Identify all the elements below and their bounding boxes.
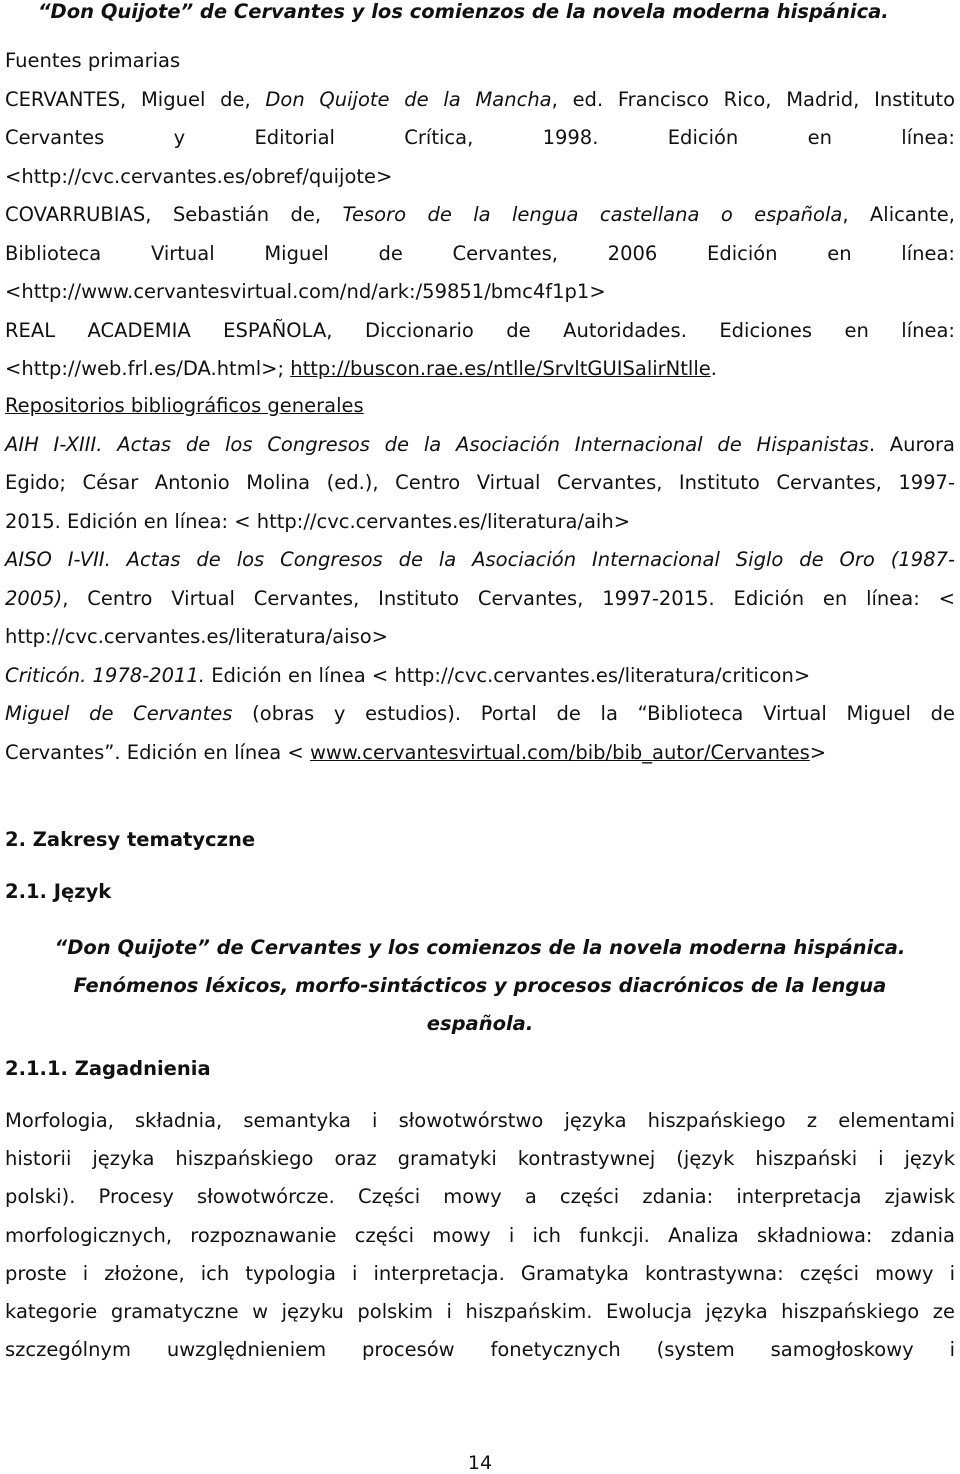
body-line: proste i złożone, ich typologia i interpretacja. Gramatyka kontrastywna: części mowy i (5, 1261, 955, 1285)
body-line: polski). Procesy słowotwórcze. Części mowy a części zdania: interpretacja zjawisk (5, 1185, 955, 1209)
body-line: kategorie gramatyczne w języku polskim i hiszpańskim. Ewolucja języka hiszpańskiego ze (5, 1300, 955, 1324)
page-number: 14 (467, 1452, 493, 1474)
criticon-reference: Criticón. 1978-2011. Edición en línea < http://cvc.cervantes.es/literatura/criticon> (5, 663, 811, 687)
miguel-reference: Miguel de Cervantes (obras y estudios). Portal de la “Biblioteca Virtual Miguel de Cervantes”. Edición en línea < www.cervantesvirtual.com/bib/bib_autor/Cervantes> (5, 702, 955, 764)
body-paragraph (5, 1102, 955, 1369)
repositories-heading: Repositorios bibliográficos generales (5, 394, 364, 417)
section-2-1-heading: 2.1. Język (5, 880, 112, 903)
rae-link[interactable]: http://buscon.rae.es/ntlle/SrvltGUISalirNtlle (290, 357, 711, 380)
aih-reference: AIH I-XIII. Actas de los Congresos de la Asociación Internacional de Hispanistas. Aurora Egido; César Antonio Molina (ed.), Centro Virtual Cervantes, Instituto Cervantes, 1997- 2015. Edición en línea: < http://cvc.cervantes.es/literatura/aih> (5, 432, 955, 533)
body-line: historii języka hiszpańskiego oraz gramatyki kontrastywnej (język hiszpański i język (5, 1147, 955, 1171)
repositories (5, 387, 955, 772)
aiso-reference: AISO I-VII. Actas de los Congresos de la Asociación Internacional Siglo de Oro (1987- 2005), Centro Virtual Cervantes, Instituto Cervantes, 1997-2015. Edición en línea: < http://cvc.cervantes.es/literatura/aiso> (5, 548, 955, 648)
section-2-1-1-heading: 2.1.1. Zagadnienia (5, 1057, 211, 1080)
body-line: morfologicznych, rozpoznawanie części mowy i ich funkcji. Analiza składniowa: zdania (5, 1223, 955, 1247)
primary-sources-heading: Fuentes primarias (5, 49, 181, 72)
covarrubias-reference: COVARRUBIAS, Sebastián de, Tesoro de la lengua castellana o española, Alicante, Biblioteca Virtual Miguel de Cervantes, 2006 Edición en línea: <http://www.cervantesvirtual.com/nd/ark:/59851/bmc4f1p1> (5, 203, 955, 303)
section-2-heading: 2. Zakresy tematyczne (5, 828, 256, 851)
body-line: Morfologia, składnia, semantyka i słowotwórstwo języka hiszpańskiego z elementami (5, 1109, 955, 1132)
body-line: szczególnym uwzględnieniem procesów fonetycznych (system samogłoskowy i (5, 1338, 955, 1362)
cervantesvirtual-link[interactable]: www.cervantesvirtual.com/bib/bib_autor/Cervantes (309, 740, 810, 764)
course-title: “Don Quijote” de Cervantes y los comienzos de la novela moderna hispánica. Fenómenos léxicos, morfo-sintácticos y procesos diacrónicos de la lengua española. (54, 936, 906, 1035)
top-heading: “Don Quijote” de Cervantes y los comienzos de la novela moderna hispánica. (38, 0, 889, 23)
cervantes-reference: CERVANTES, Miguel de, Don Quijote de la Mancha, ed. Francisco Rico, Madrid, Instituto Cervantes y Editorial Crítica, 1998. Edición en línea: <http://cvc.cervantes.es/obref/quijote> (5, 87, 956, 188)
primary-sources (5, 42, 955, 389)
rae-reference: REAL ACADEMIA ESPAÑOLA, Diccionario de Autoridades. Ediciones en línea: <http://web.frl.es/DA.html>; http://buscon.rae.es/ntlle/SrvltGUISalirNtlle. (5, 318, 955, 380)
